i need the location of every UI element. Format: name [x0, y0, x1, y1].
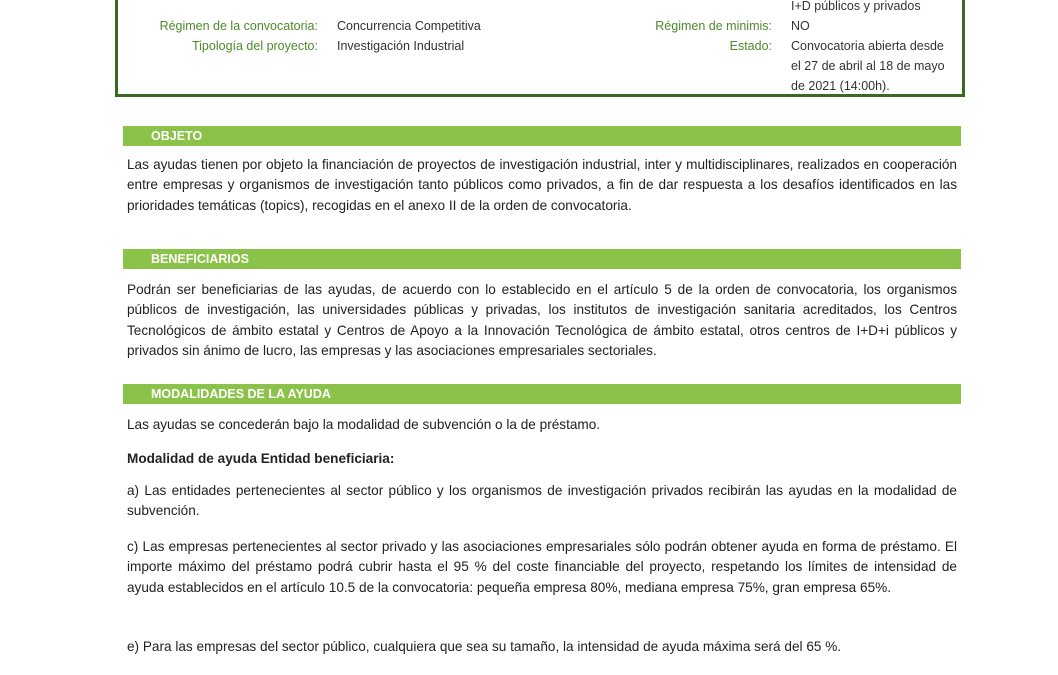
regimen-minimis-value: NO [791, 19, 810, 33]
estado-value-line-3: de 2021 (14:00h). [791, 79, 890, 93]
tipologia-proyecto-label: Tipología del proyecto: [191, 39, 318, 53]
regimen-minimis-label: Régimen de minimis: [655, 19, 772, 33]
modalidades-item-e: e) Para las empresas del sector público, cualquiera que sea su tamaño, la intensidad de ayuda máxima será del 65 %. [127, 639, 842, 654]
beneficiarios-summary-value: I+D públicos y privados [791, 0, 921, 13]
modalidades-intro: Las ayudas se concederán bajo la modalidad de subvención o la de préstamo. [127, 417, 601, 432]
section-header-objeto: OBJETO [123, 126, 961, 146]
estado-value-line-2: el 27 de abril al 18 de mayo [791, 59, 945, 73]
modalidades-item-c: c) Las empresas pertenecientes al sector privado y las asociaciones empresariales sólo podrán obtener ayuda en forma de préstamo. El importe máximo del préstamo podrá cubrir hasta el 95 % del coste financiable del proyecto, respetando los límites de intensidad de ayuda establecidos en el artículo 10.5 de la convocatoria: pequeña empresa 80%, mediana empresa 75%, gran empresa 65%. [127, 539, 957, 595]
regimen-convocatoria-label: Régimen de la convocatoria: [159, 19, 318, 33]
regimen-convocatoria-value: Concurrencia Competitiva [337, 19, 481, 33]
section-header-modalidades: MODALIDADES DE LA AYUDA [123, 384, 961, 404]
estado-label: Estado: [729, 39, 772, 53]
section-header-beneficiarios: BENEFICIARIOS [123, 249, 961, 269]
modalidades-subheading: Modalidad de ayuda Entidad beneficiaria: [127, 451, 395, 466]
modalidades-item-a: a) Las entidades pertenecientes al sector público y los organismos de investigación privados recibirán las ayudas en la modalidad de subvención. [127, 483, 957, 519]
tipologia-proyecto-value: Investigación Industrial [337, 39, 465, 53]
beneficiarios-paragraph: Podrán ser beneficiarias de las ayudas, de acuerdo con lo establecido en el artículo 5 de la orden de convocatoria, los organismos públicos de investigación, las universidades públicas y privadas, los institutos de investigación sanitaria acreditados, los Centros Tecnológicos de ámbito estatal y Centros de Apoyo a la Innovación Tecnológica de ámbito estatal, otros centros de I+D+i públicos y privados sin ánimo de lucro, las empresas y las asociaciones empresariales sectoriales. [127, 282, 957, 358]
objeto-paragraph: Las ayudas tienen por objeto la financiación de proyectos de investigación industrial, inter y multidisciplinares, realizados en cooperación entre empresas y organismos de investigación tanto públicos como privados, a fin de dar respuesta a los desafíos identificados en las prioridades temáticas (topics), recogidas en el anexo II de la orden de convocatoria. [127, 157, 957, 213]
estado-value-line-1: Convocatoria abierta desde [791, 39, 944, 53]
